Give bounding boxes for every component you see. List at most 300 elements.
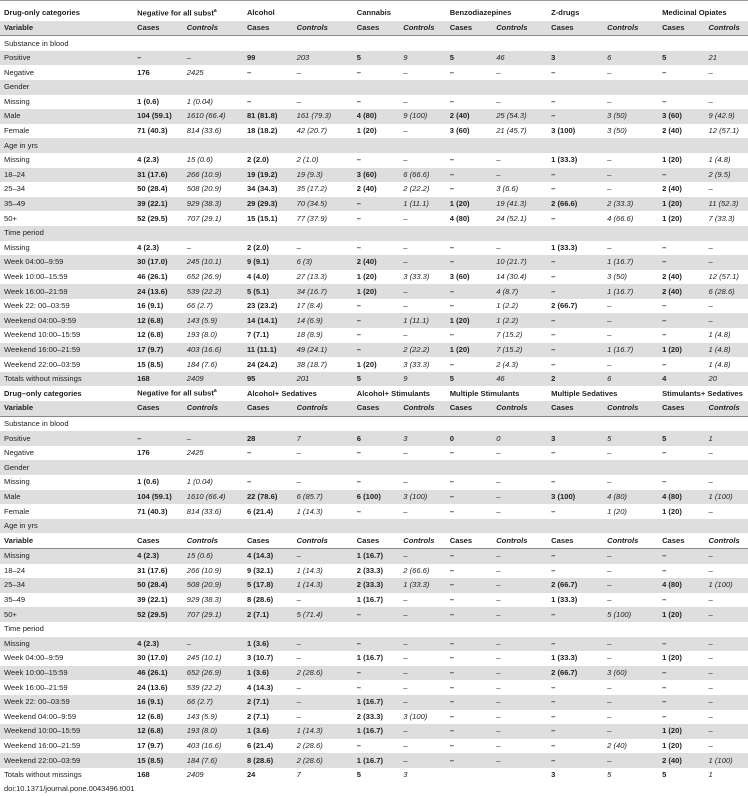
table-cell: 1 (20) (353, 357, 399, 372)
table-cell: 3 (50) (603, 124, 658, 139)
table-cell: – (705, 313, 748, 328)
table-cell: 2 (66.6) (399, 564, 445, 579)
table-row (0, 284, 748, 299)
table-cell: – (446, 95, 492, 110)
table-cell: – (547, 182, 603, 197)
table-cell: 2 (9.5) (705, 168, 748, 183)
table-cell: 9 (9.1) (243, 255, 293, 270)
table-cell: 2 (40) (658, 284, 704, 299)
table-cell: – (603, 578, 658, 593)
table-cell: – (547, 564, 603, 579)
table-cell: 707 (29.1) (183, 607, 243, 622)
table-cell: – (293, 710, 353, 725)
table-cell: – (446, 695, 492, 710)
table-cell: 1 (20) (353, 124, 399, 139)
table-cell: 4 (2.3) (133, 241, 183, 256)
group-row (0, 622, 748, 637)
table-cell: – (183, 431, 243, 446)
table-row (0, 328, 748, 343)
table-cell: – (705, 446, 748, 461)
row-label: Weekend 22:00–03:59 (0, 357, 133, 372)
table-cell: 21 (45.7) (492, 124, 547, 139)
table-cell: 66 (2.7) (183, 299, 243, 314)
table-cell: 3 (33.3) (399, 270, 445, 285)
table-cell: 3 (100) (547, 490, 603, 505)
table-row (0, 95, 748, 110)
table-cell: 2 (28.6) (293, 753, 353, 768)
row-label: Week 10:00–15:59 (0, 270, 133, 285)
table-cell: 6 (603, 51, 658, 66)
table-cell: – (492, 153, 547, 168)
table-row (0, 124, 748, 139)
table-cell: 1 (100) (705, 753, 748, 768)
table-cell: 3 (100) (547, 124, 603, 139)
table-cell: – (293, 637, 353, 652)
table-cell: 539 (22.2) (183, 680, 243, 695)
table-cell: – (183, 637, 243, 652)
group-row (0, 519, 748, 534)
table-cell: 707 (29.1) (183, 211, 243, 226)
group-label: Substance in blood (0, 36, 748, 51)
table-cell: – (446, 593, 492, 608)
table-cell: 2 (33.3) (353, 710, 399, 725)
table-cell: 39 (22.1) (133, 197, 183, 212)
table-cell: – (547, 446, 603, 461)
table-cell: – (446, 739, 492, 754)
table-cell: 3 (60) (603, 666, 658, 681)
table-cell: – (399, 328, 445, 343)
table-cell: 52 (29.5) (133, 211, 183, 226)
drug-categories-table (0, 6, 748, 782)
table-row (0, 313, 748, 328)
table-cell: – (603, 182, 658, 197)
table-cell: 5 (658, 431, 704, 446)
table-cell: 31 (17.6) (133, 168, 183, 183)
table-cell: – (492, 753, 547, 768)
table-cell: – (547, 95, 603, 110)
table-cell: 24 (13.6) (133, 680, 183, 695)
part1-header-cell: Alcohol (243, 6, 353, 21)
table-cell: – (547, 548, 603, 563)
table-cell: – (399, 651, 445, 666)
table-cell: – (399, 666, 445, 681)
table-cell: 6 (28.6) (705, 284, 748, 299)
table-cell: – (492, 695, 547, 710)
table-cell: 1 (14.3) (293, 504, 353, 519)
subheader-cell: Controls (183, 533, 243, 548)
table-cell: – (547, 313, 603, 328)
table-cell: – (705, 65, 748, 80)
table-cell: – (492, 578, 547, 593)
table-cell: 23 (23.2) (243, 299, 293, 314)
table-cell: 1 (11.1) (399, 197, 445, 212)
table-cell: – (399, 593, 445, 608)
row-label: Female (0, 124, 133, 139)
table-cell: 2 (2.0) (243, 241, 293, 256)
table-cell: 2 (33.3) (603, 197, 658, 212)
table-cell: 70 (34.5) (293, 197, 353, 212)
table-cell: – (603, 637, 658, 652)
table-cell: – (547, 607, 603, 622)
table-cell: – (399, 548, 445, 563)
part2-header-cell: Alcohol+ Stimulants (353, 386, 446, 401)
table-cell: 46 (26.1) (133, 666, 183, 681)
table-cell: – (399, 724, 445, 739)
table-cell: – (446, 680, 492, 695)
table-cell: 2 (7.1) (243, 695, 293, 710)
table-cell: 1 (2.2) (492, 313, 547, 328)
table-cell: 4 (80) (603, 490, 658, 505)
table-cell: – (705, 695, 748, 710)
table-cell: – (399, 211, 445, 226)
table-cell: – (658, 637, 704, 652)
table-cell: – (547, 270, 603, 285)
table-cell: 814 (33.6) (183, 124, 243, 139)
table-cell: 652 (26.9) (183, 666, 243, 681)
table-cell: 2 (40) (658, 270, 704, 285)
table-cell: 3 (100) (399, 710, 445, 725)
table-cell: 7 (293, 431, 353, 446)
table-cell: 168 (133, 768, 183, 783)
table-cell: 5 (658, 768, 704, 783)
table-cell: – (492, 490, 547, 505)
table-cell: 1 (0.6) (133, 95, 183, 110)
part1-header-cell: Z-drugs (547, 6, 658, 21)
table-cell: 176 (133, 446, 183, 461)
table-cell: 2 (4.3) (492, 357, 547, 372)
table-cell: 1 (20) (658, 724, 704, 739)
table-cell: 1 (0.04) (183, 475, 243, 490)
table-cell: 168 (133, 372, 183, 387)
table-cell: – (446, 284, 492, 299)
table-cell: 12 (6.8) (133, 328, 183, 343)
table-cell: – (658, 680, 704, 695)
table-cell: 1 (4.8) (705, 328, 748, 343)
table-cell: 20 (705, 372, 748, 387)
part2-header-cell: Multiple Stimulants (446, 386, 547, 401)
table-cell: – (243, 95, 293, 110)
row-label: Female (0, 504, 133, 519)
table-cell: 1 (16.7) (353, 548, 399, 563)
table-cell: 1 (16.7) (603, 255, 658, 270)
table-cell: 266 (10.9) (183, 168, 243, 183)
table-cell: – (353, 299, 399, 314)
table-cell: 4 (4.0) (243, 270, 293, 285)
table-cell: – (705, 504, 748, 519)
part2-subheader-row (0, 401, 748, 416)
table-cell: – (658, 593, 704, 608)
table-cell: – (492, 710, 547, 725)
table-cell: – (492, 637, 547, 652)
part1-subheader-cell: Controls (603, 21, 658, 36)
table-cell: 2 (40) (658, 753, 704, 768)
table-cell: 1 (14.3) (293, 724, 353, 739)
table-cell: 3 (399, 431, 445, 446)
table-cell: – (353, 197, 399, 212)
table-cell: – (547, 284, 603, 299)
subheader-cell: Cases (547, 533, 603, 548)
table-cell: 5 (603, 768, 658, 783)
table-cell: 15 (15.1) (243, 211, 293, 226)
table-cell: 1 (33.3) (399, 578, 445, 593)
table-cell: – (446, 182, 492, 197)
table-cell: 2 (40) (658, 124, 704, 139)
table-cell: 1 (20) (353, 270, 399, 285)
table-cell: 2 (22.2) (399, 182, 445, 197)
table-cell: 5 (100) (603, 607, 658, 622)
part1-subheader-cell: Controls (183, 21, 243, 36)
table-cell: 3 (60) (446, 270, 492, 285)
table-cell: – (446, 65, 492, 80)
table-cell: 1 (20) (658, 504, 704, 519)
row-label: Week 04:00–9:59 (0, 651, 133, 666)
table-cell: – (658, 357, 704, 372)
table-row (0, 431, 748, 446)
table-cell: 6 (3) (293, 255, 353, 270)
table-cell: – (547, 695, 603, 710)
row-label: Weekend 04:00–9:59 (0, 313, 133, 328)
table-cell: – (353, 446, 399, 461)
table-cell: – (603, 357, 658, 372)
table-cell: 193 (8.0) (183, 328, 243, 343)
table-cell: – (547, 343, 603, 358)
table-cell: – (353, 65, 399, 80)
table-cell: 18 (18.2) (243, 124, 293, 139)
row-label: Missing (0, 637, 133, 652)
table-cell: – (658, 475, 704, 490)
table-cell: – (547, 724, 603, 739)
table-cell: 508 (20.9) (183, 182, 243, 197)
table-cell: – (705, 710, 748, 725)
table-cell: 0 (446, 431, 492, 446)
row-label: 35–49 (0, 593, 133, 608)
table-cell: – (399, 241, 445, 256)
row-label: Week 16:00–21:59 (0, 284, 133, 299)
table-cell: – (705, 666, 748, 681)
table-cell: – (603, 153, 658, 168)
table-cell: 5 (353, 51, 399, 66)
part1-header-cell: Cannabis (353, 6, 446, 21)
table-cell: 1 (20) (446, 343, 492, 358)
table-cell: 539 (22.2) (183, 284, 243, 299)
part2-header-row (0, 386, 748, 401)
table-cell: 1 (14.3) (293, 564, 353, 579)
table-cell: 6 (21.4) (243, 504, 293, 519)
table-cell: – (399, 153, 445, 168)
row-label: Missing (0, 241, 133, 256)
table-cell: – (446, 490, 492, 505)
table-cell: 3 (60) (658, 109, 704, 124)
row-label: Weekend 10:00–15:59 (0, 724, 133, 739)
table-cell: – (603, 593, 658, 608)
table-cell: 30 (17.0) (133, 651, 183, 666)
table-cell: 21 (705, 51, 748, 66)
table-cell: – (547, 357, 603, 372)
table-cell: 4 (658, 372, 704, 387)
row-label: Weekend 04:00–9:59 (0, 710, 133, 725)
table-row (0, 753, 748, 768)
table-cell: 7 (15.2) (492, 343, 547, 358)
table-cell: 201 (293, 372, 353, 387)
table-cell: 508 (20.9) (183, 578, 243, 593)
table-cell: – (603, 241, 658, 256)
part1-subheader-cell: Cases (133, 21, 183, 36)
table-cell: 46 (26.1) (133, 270, 183, 285)
table-cell: 2 (28.6) (293, 739, 353, 754)
table-cell: – (603, 651, 658, 666)
table-cell: – (603, 548, 658, 563)
part1-subheader-cell: Cases (446, 21, 492, 36)
table-cell: 1 (16.7) (603, 343, 658, 358)
table-cell: 1 (16.7) (603, 284, 658, 299)
table-cell: 1 (33.3) (547, 593, 603, 608)
table-cell: 46 (492, 372, 547, 387)
table-cell: 184 (7.6) (183, 357, 243, 372)
table-cell: – (353, 475, 399, 490)
table-cell: 2 (28.6) (293, 666, 353, 681)
table-cell: – (705, 182, 748, 197)
table-row (0, 65, 748, 80)
table-cell: 50 (28.4) (133, 578, 183, 593)
table-cell: – (705, 241, 748, 256)
subheader-cell: Controls (705, 533, 748, 548)
table-cell: – (243, 446, 293, 461)
table-cell: 2409 (183, 372, 243, 387)
table-cell: 5 (5.1) (243, 284, 293, 299)
table-cell: – (293, 680, 353, 695)
table-cell: 2 (66.7) (547, 299, 603, 314)
part2-header-cell: Alcohol+ Sedatives (243, 386, 353, 401)
table-cell: 2425 (183, 446, 243, 461)
table-cell: – (658, 564, 704, 579)
table-cell: 5 (353, 372, 399, 387)
part1-subheader-cell: Cases (658, 21, 704, 36)
table-cell: 1 (16.7) (353, 724, 399, 739)
part2-subheader-cell: Controls (293, 401, 353, 416)
table-cell: – (705, 680, 748, 695)
table-cell: 3 (547, 768, 603, 783)
row-label: Missing (0, 548, 133, 563)
subheader-cell: Cases (133, 533, 183, 548)
table-row (0, 270, 748, 285)
table-cell: – (547, 211, 603, 226)
table-cell: – (547, 328, 603, 343)
table-cell: – (446, 446, 492, 461)
table-cell: 12 (57.1) (705, 270, 748, 285)
part2-header-cell: Drug–only categories (0, 386, 133, 401)
table-cell: 1 (4.8) (705, 343, 748, 358)
table-cell: 5 (658, 51, 704, 66)
group-label: Gender (0, 460, 748, 475)
table-cell: – (446, 357, 492, 372)
table-cell: 1 (2.2) (492, 299, 547, 314)
row-label: Weekend 16:00–21:59 (0, 343, 133, 358)
table-cell: – (658, 548, 704, 563)
table-cell: 4 (14.3) (243, 680, 293, 695)
table-cell: 8 (28.6) (243, 593, 293, 608)
table-cell: 143 (5.9) (183, 710, 243, 725)
table-row (0, 197, 748, 212)
table-cell: 4 (14.3) (243, 548, 293, 563)
table-cell: 50 (28.4) (133, 182, 183, 197)
part2-header-cell: Multiple Sedatives (547, 386, 658, 401)
table-cell: 3 (6.6) (492, 182, 547, 197)
table-row (0, 724, 748, 739)
row-label: Positive (0, 431, 133, 446)
table-cell: 14 (6.9) (293, 313, 353, 328)
table-cell: 1 (16.7) (353, 695, 399, 710)
table-cell: 3 (60) (353, 168, 399, 183)
table-cell: 6 (100) (353, 490, 399, 505)
table-cell: 22 (78.6) (243, 490, 293, 505)
table-cell: – (353, 343, 399, 358)
row-label: Missing (0, 95, 133, 110)
table-cell: 1 (16.7) (353, 753, 399, 768)
table-cell: 12 (57.1) (705, 124, 748, 139)
table-cell: – (399, 753, 445, 768)
table-cell: – (293, 446, 353, 461)
table-cell: 9 (399, 372, 445, 387)
table-cell: – (547, 680, 603, 695)
table-cell: 19 (41.3) (492, 197, 547, 212)
table-cell: – (658, 328, 704, 343)
table-cell: 1 (3.6) (243, 666, 293, 681)
group-row (0, 138, 748, 153)
table-cell: – (492, 724, 547, 739)
table-cell: 3 (399, 768, 445, 783)
table-cell: – (446, 578, 492, 593)
table-row (0, 564, 748, 579)
table-cell: 71 (40.3) (133, 504, 183, 519)
table-cell: 2 (40) (603, 739, 658, 754)
table-cell: – (446, 637, 492, 652)
table-cell: – (705, 95, 748, 110)
part2-subheader-cell: Controls (603, 401, 658, 416)
table-row (0, 109, 748, 124)
table-row (0, 695, 748, 710)
table-cell: – (492, 607, 547, 622)
table-cell: – (293, 65, 353, 80)
table-cell: 25 (54.3) (492, 109, 547, 124)
table-cell: 6 (66.6) (399, 168, 445, 183)
table-cell: 15 (0.6) (183, 548, 243, 563)
table-cell: – (547, 753, 603, 768)
table-cell: 2 (7.1) (243, 710, 293, 725)
table-cell: 7 (7.1) (243, 328, 293, 343)
table-cell: – (399, 695, 445, 710)
part1-subheader-cell: Controls (492, 21, 547, 36)
part2-header-cell: Stimulants+ Sedatives (658, 386, 748, 401)
table-cell: 1 (20) (446, 197, 492, 212)
table-cell: 1 (0.04) (183, 95, 243, 110)
table-cell: – (547, 65, 603, 80)
table-cell: 16 (9.1) (133, 299, 183, 314)
table-cell: 29 (29.3) (243, 197, 293, 212)
table-cell: 24 (243, 768, 293, 783)
table-cell: – (492, 666, 547, 681)
table-cell: – (658, 313, 704, 328)
table-cell: 1 (14.3) (293, 578, 353, 593)
table-cell: – (399, 607, 445, 622)
row-label: 18–24 (0, 564, 133, 579)
table-cell: 42 (20.7) (293, 124, 353, 139)
table-cell: 203 (293, 51, 353, 66)
table-cell: – (399, 95, 445, 110)
table-row (0, 168, 748, 183)
table-cell: 1 (16.7) (353, 593, 399, 608)
table-cell: 71 (40.3) (133, 124, 183, 139)
part2-subheader-cell: Controls (705, 401, 748, 416)
